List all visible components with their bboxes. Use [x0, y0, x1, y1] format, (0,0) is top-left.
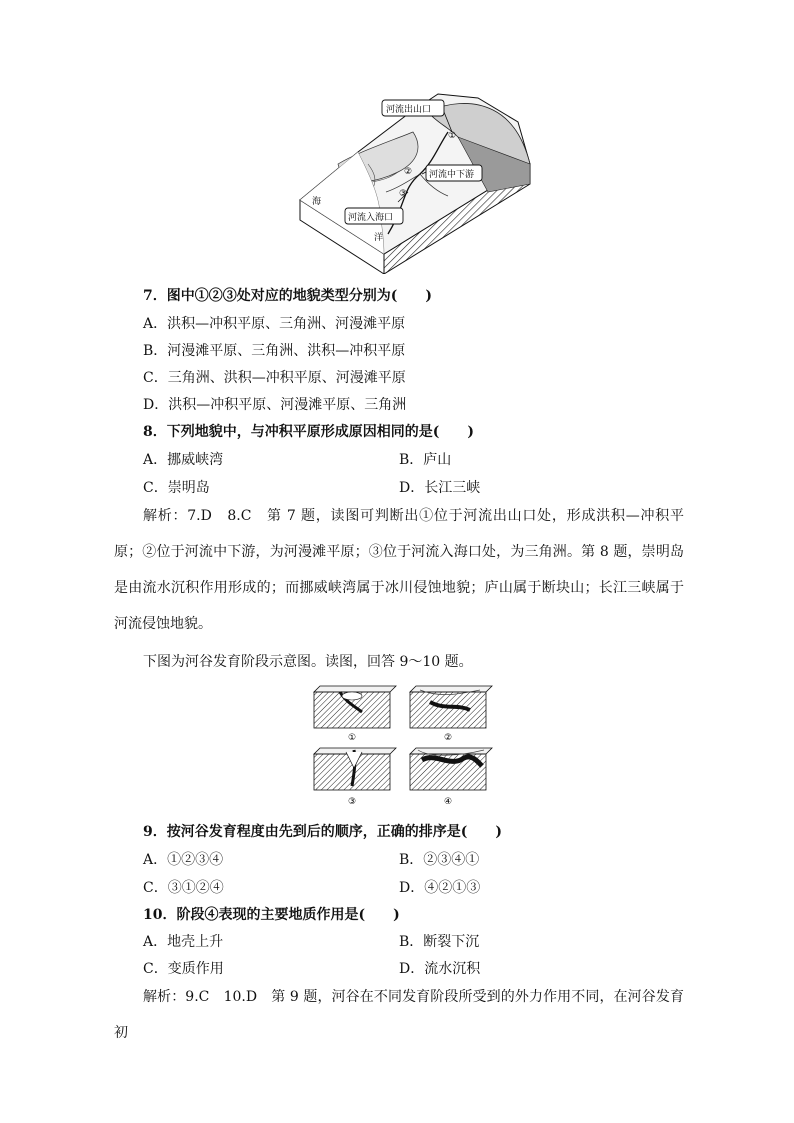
stage-label-3: ③ [348, 797, 357, 807]
stage-4-block [410, 748, 492, 790]
stage-label-4: ④ [444, 797, 453, 807]
question-9-stem: 9．按河谷发育程度由先到后的顺序，正确的排序是( ) [143, 824, 502, 840]
q7-option-d: D．洪积—冲积平原、河漫滩平原、三角洲 [143, 397, 407, 413]
stage-3-block [314, 748, 396, 790]
q9-option-a: A．①②③④ [143, 852, 224, 868]
label-river-estuary: 河流入海口 [348, 213, 394, 223]
sea-label-2: 洋 [374, 233, 384, 243]
label-river-midstream: 河流中下游 [429, 170, 475, 180]
question-7-stem: 7．图中①②③处对应的地貌类型分别为( ) [143, 288, 432, 304]
q8-option-d: D．长江三峡 [399, 480, 481, 496]
analysis-9-10: 解析：9.C 10.D 第 9 题，河谷在不同发育阶段所受到的外力作用不同，在河谷发育初 [114, 989, 684, 1041]
q9-option-d: D．④②①③ [399, 880, 481, 896]
q9-option-b: B．②③④① [399, 852, 480, 868]
q8-option-c: C．崇明岛 [143, 480, 210, 496]
intro-9-10: 下图为河谷发育阶段示意图。读图，回答 9～10 题。 [143, 654, 473, 670]
stage-2-block [410, 686, 492, 728]
stage-label-2: ② [444, 733, 453, 743]
q10-option-a: A．地壳上升 [143, 934, 224, 950]
marker-3: ③ [399, 189, 408, 199]
valley-stages-diagram [310, 682, 494, 810]
q10-option-c: C．变质作用 [143, 961, 224, 977]
stage-label-1: ① [348, 733, 357, 743]
q9-option-c: C．③①②④ [143, 880, 224, 896]
sea-label-1: 海 [312, 197, 322, 207]
q7-option-c: C．三角洲、洪积—冲积平原、河漫滩平原 [143, 370, 406, 386]
label-river-outlet: 河流出山口 [386, 105, 432, 115]
river-landform-diagram [298, 92, 534, 274]
q10-option-d: D．流水沉积 [399, 961, 481, 977]
stage-1-block [314, 686, 396, 728]
marker-1: ① [448, 131, 457, 141]
question-8-stem: 8．下列地貌中，与冲积平原形成原因相同的是( ) [143, 424, 474, 440]
question-10-stem: 10．阶段④表现的主要地质作用是( ) [143, 907, 400, 923]
q8-option-a: A．挪威峡湾 [143, 452, 224, 468]
q10-option-b: B．断裂下沉 [399, 934, 480, 950]
q8-option-b: B．庐山 [399, 452, 452, 468]
q7-option-a: A．洪积—冲积平原、三角洲、河漫滩平原 [143, 316, 406, 332]
marker-2: ② [404, 167, 413, 177]
analysis-7-8: 解析：7.D 8.C 第 7 题，读图可判断出①位于河流出山口处，形成洪积—冲积平原；②位于河流中下游，为河漫滩平原；③位于河流入海口处，为三角洲。第 8 题，崇明岛是由流水沉积作用形成的；而挪威峡湾属于冰川侵蚀地貌；庐山属于断块山；长江三峡属于河流侵蚀地貌。 [114, 508, 684, 632]
q7-option-b: B．河漫滩平原、三角洲、洪积—冲积平原 [143, 343, 406, 359]
